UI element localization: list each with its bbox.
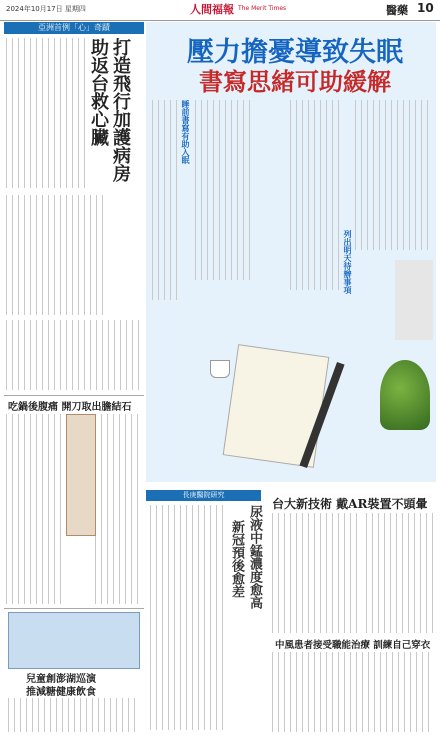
left-headline-1: 打造飛行加護病房 xyxy=(110,38,131,182)
masthead xyxy=(0,0,440,21)
hero-sidebar-box xyxy=(395,260,433,340)
newspaper-logo-en: The Merit Times xyxy=(238,5,287,12)
left-headline-2: 助返台救心臟 xyxy=(88,38,109,146)
bottom-left-heading-2: 推減糖健康飲食 xyxy=(26,687,96,698)
bottom-center-headline-2: 新冠預後愈差 xyxy=(229,520,244,598)
hero-caption-left: 睡前書寫有助入眠 xyxy=(181,100,190,164)
section-name: 醫藥 xyxy=(386,4,408,17)
left-article-body-2 xyxy=(6,195,106,315)
issue-date: 2024年10月17日 星期四 xyxy=(6,5,86,13)
hero-headline-2: 書寫思緒可助緩解 xyxy=(199,67,391,96)
bottom-right-body-1 xyxy=(272,513,362,633)
hero-body-left xyxy=(195,100,250,280)
children-photo xyxy=(8,612,140,669)
bottom-left-body xyxy=(8,698,138,732)
left-banner: 亞洲首例「心」奇蹟 xyxy=(4,22,144,34)
bottom-center-banner: 長庚醫院研究 xyxy=(146,490,261,501)
hero-headline-1: 壓力擔憂導致失眠 xyxy=(187,37,403,68)
gallstone-photo xyxy=(66,414,96,536)
left-article-body-5 xyxy=(95,414,141,604)
left-article-body-4 xyxy=(6,414,64,604)
bottom-right-body-2 xyxy=(366,513,434,633)
hero-caption-right: 列出明天待辦事項 xyxy=(343,230,352,294)
bottom-center-headline-1: 尿液中錳濃度愈高 xyxy=(247,505,262,609)
left-article-body-3 xyxy=(6,320,141,390)
newspaper-logo: 人間福報 xyxy=(190,3,234,16)
bottom-center-body xyxy=(150,505,224,730)
bottom-right-headline: 台大新技術 戴AR裝置不頭暈 xyxy=(272,497,428,511)
left-article-body-1 xyxy=(6,38,86,188)
bottom-left-heading-1: 兒童創澎湖巡演 xyxy=(26,674,96,685)
hero-body-right xyxy=(355,100,430,250)
hero-body-far-left xyxy=(152,100,180,300)
left-sub-heading: 吃鍋後腹痛 開刀取出膽結石 xyxy=(8,402,132,413)
divider xyxy=(4,608,144,609)
divider xyxy=(4,395,144,396)
bottom-right-body-3 xyxy=(272,652,434,732)
bottom-right-headline-2: 中風患者接受職能治療 訓練自己穿衣 xyxy=(275,640,431,651)
coffee-cup-icon xyxy=(210,360,230,378)
hero-body-mid xyxy=(290,100,340,290)
plant-illustration xyxy=(380,360,430,430)
page-number: 10 xyxy=(417,1,434,15)
